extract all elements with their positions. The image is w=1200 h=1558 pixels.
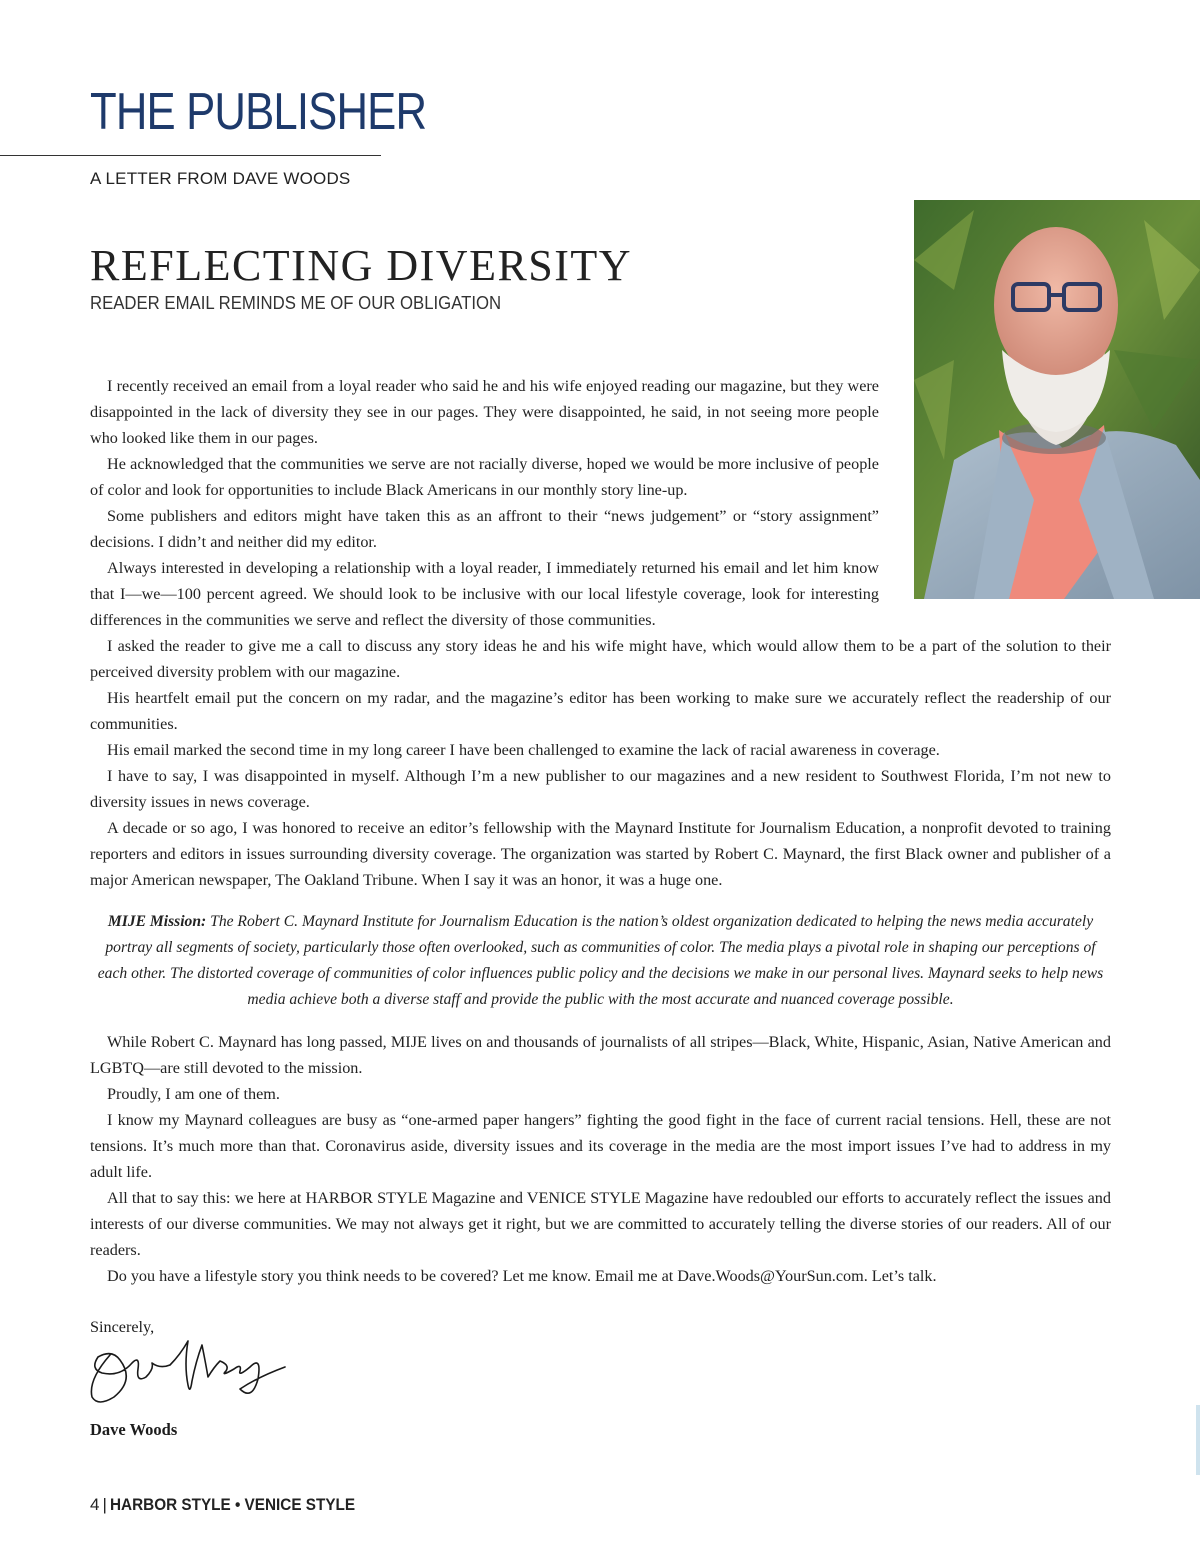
closing: Sincerely, — [90, 1318, 155, 1336]
paragraph: His email marked the second time in my long career I have been challenged to examine the lack of racial awareness in coverage. — [107, 741, 940, 759]
page-number: 4 — [90, 1495, 100, 1514]
page-footer — [90, 1495, 382, 1515]
article-headline: REFLECTING DIVERSITY — [90, 241, 633, 290]
page-edge-mark — [1196, 1405, 1200, 1475]
paragraph: I know my Maynard colleagues are busy as “one-armed paper hangers” fighting the good fight in the face of current racial tensions. Hell, these are not tensions. It’s much more than that. Coronavirus aside, diversity issues and its coverage in the media are the most import issues I’ve had to address in my adult life. — [90, 1111, 1111, 1181]
paragraph: Do you have a lifestyle story you think needs to be covered? Let me know. Email me at Dave.Woods@YourSun.com. Let’s talk. — [107, 1267, 937, 1285]
paragraph: He acknowledged that the communities we serve are not racially diverse, hoped we would be more inclusive of people of color and look for opportunities to include Black Americans in our monthly story line-up. — [90, 455, 879, 499]
letter-body — [90, 373, 1111, 1289]
paragraph: All that to say this: we here at HARBOR STYLE Magazine and VENICE STYLE Magazine have redoubled our efforts to accurately reflect the issues and interests of our diverse communities. We may not always get it right, but we are committed to accurately telling the diverse stories of our readers. All of our readers. — [90, 1189, 1111, 1259]
signer-name: Dave Woods — [90, 1420, 178, 1439]
magazine-names: HARBOR STYLE • VENICE STYLE — [109, 1495, 355, 1514]
title-divider — [0, 155, 381, 156]
photo-wrap-spacer — [879, 373, 1111, 617]
footer-separator: | — [102, 1495, 107, 1514]
paragraph: I have to say, I was disappointed in myself. Although I’m a new publisher to our magazines and a new resident to Southwest Florida, I’m not new to diversity issues in news coverage. — [90, 767, 1111, 811]
paragraph: His heartfelt email put the concern on my radar, and the magazine’s editor has been working to make sure we accurately reflect the readership of our communities. — [90, 689, 1111, 733]
paragraph: Some publishers and editors might have taken this as an affront to their “news judgement” or “story assignment” decisions. I didn’t and neither did my editor. — [90, 507, 879, 551]
mission-text: The Robert C. Maynard Institute for Journalism Education is the nation’s oldest organization dedicated to helping the news media accurately portray all segments of society, particularly those often overlooked, such as communities of color. The media plays a pivotal role in shaping our perceptions of each other. The distorted coverage of communities of color influences public policy and the decisions we make in our personal lives. Maynard seeks to help news media achieve both a diverse staff and provide the public with the most accurate and nuanced coverage possible. — [97, 913, 1104, 1008]
mije-mission-statement — [90, 909, 1111, 1013]
paragraph: I asked the reader to give me a call to discuss any story ideas he and his wife might have, which would allow them to be a part of the solution to their perceived diversity problem with our magazine. — [90, 637, 1111, 681]
article-subheadline: READER EMAIL REMINDS ME OF OUR OBLIGATION — [90, 293, 502, 313]
paragraph: Always interested in developing a relationship with a loyal reader, I immediately returned his email and let him know that I—we—100 percent agreed. We should look to be inclusive with our local lifestyle coverage, look for interesting differences in the communities we serve and reflect the diversity of those communities. — [90, 559, 879, 629]
signature — [80, 1325, 290, 1410]
mission-label: MIJE Mission: — [107, 913, 207, 930]
section-kicker: A LETTER FROM DAVE WOODS — [90, 169, 351, 188]
paragraph: Proudly, I am one of them. — [107, 1085, 280, 1103]
paragraph: I recently received an email from a loyal reader who said he and his wife enjoyed reading our magazine, but they were disappointed in the lack of diversity they see in our pages. They were disappointed, he said, in not seeing more people who looked like them in our pages. — [90, 377, 879, 447]
section-title: THE PUBLISHER — [90, 83, 427, 141]
paragraph: While Robert C. Maynard has long passed, MIJE lives on and thousands of journalists of all stripes—Black, White, Hispanic, Asian, Native American and LGBTQ—are still devoted to the mission. — [90, 1033, 1111, 1077]
paragraph: A decade or so ago, I was honored to receive an editor’s fellowship with the Maynard Institute for Journalism Education, a nonprofit devoted to training reporters and editors in issues surrounding diversity coverage. The organization was started by Robert C. Maynard, the first Black owner and publisher of a major American newspaper, The Oakland Tribune. When I say it was an honor, it was a huge one. — [90, 819, 1111, 889]
